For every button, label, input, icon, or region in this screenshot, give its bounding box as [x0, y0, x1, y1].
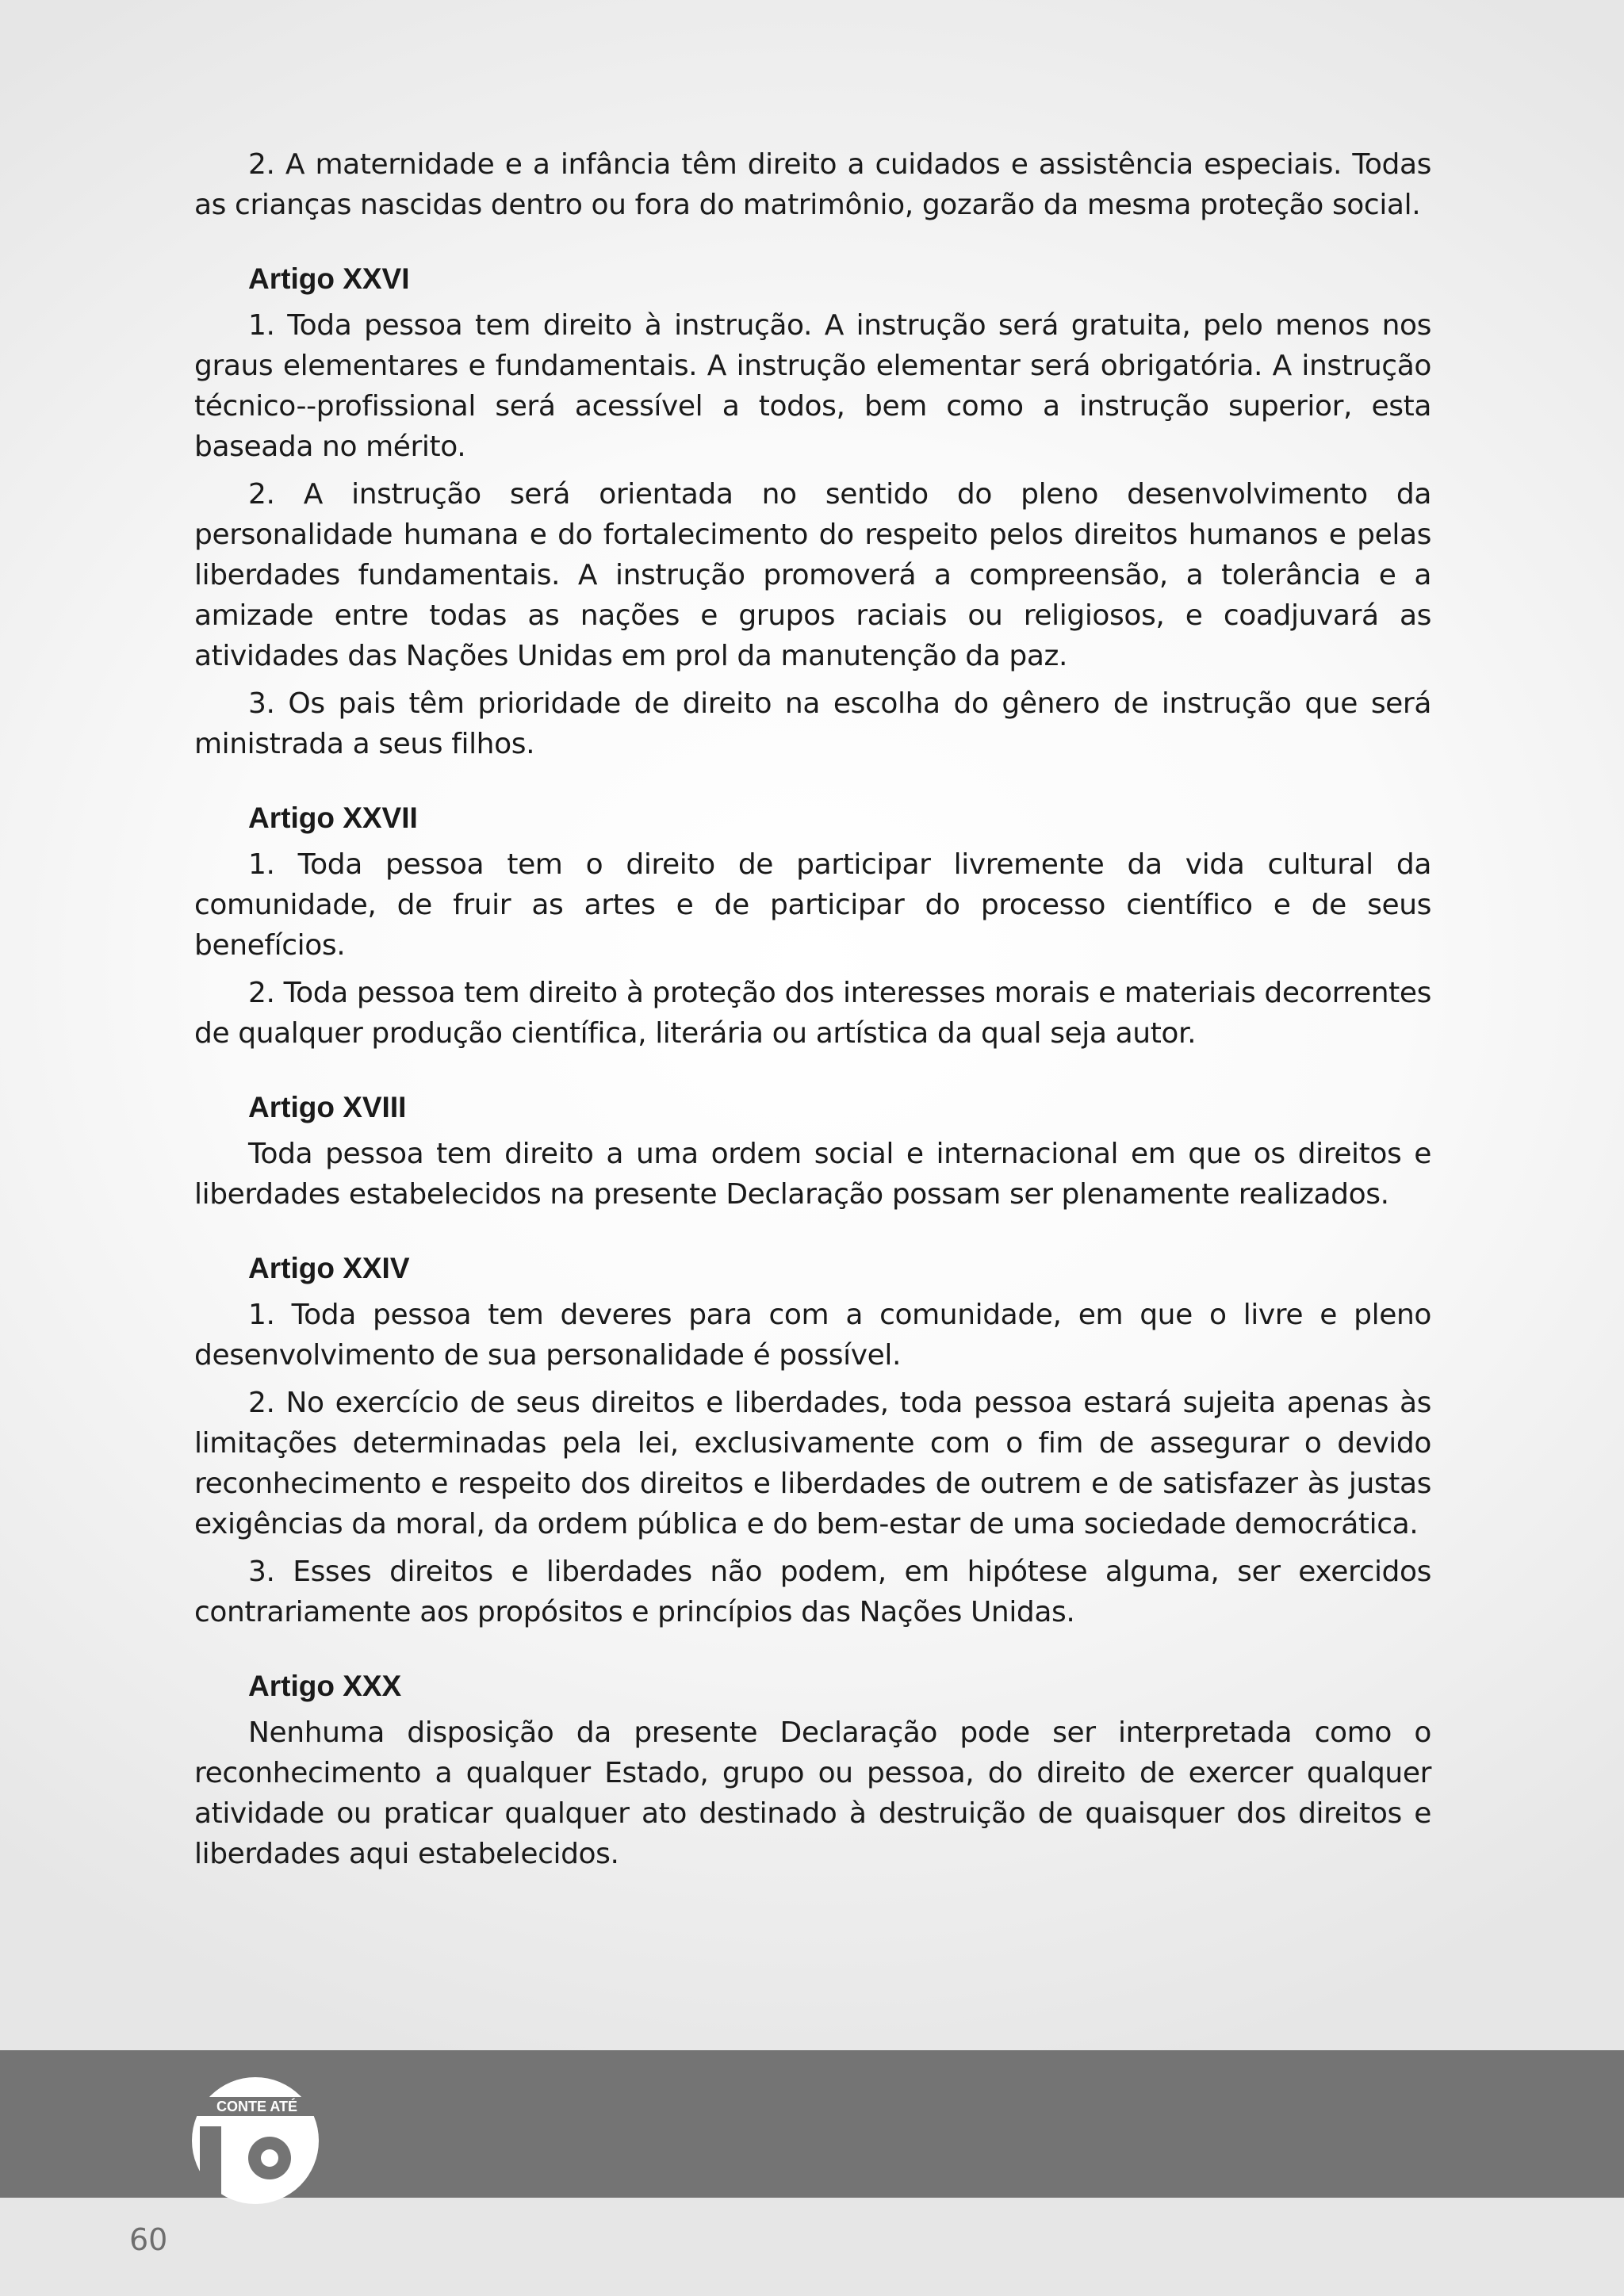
logo-text: CONTE ATÉ: [216, 2099, 297, 2114]
article-heading: Artigo XXX: [248, 1670, 402, 1702]
page-number: 60: [129, 2222, 168, 2257]
paragraph: 1. Toda pessoa tem deveres para com a comunidade, em que o livre e pleno desenvolvimento de sua personalidade é possível.: [194, 1299, 1431, 1372]
article-heading: Artigo XVIII: [248, 1091, 407, 1123]
paragraph: Nenhuma disposição da presente Declaração pode ser interpretada como o reconhecimento a qualquer Estado, grupo ou pessoa, do direito de exercer qualquer atividade ou praticar qualquer ato destinado à destruição de quaisquer dos direitos e liberdades aqui estabelecidos.: [194, 1716, 1431, 1870]
document-body: [194, 144, 1431, 1881]
paragraph: 3. Esses direitos e liberdades não podem, em hipótese alguma, ser exercidos contrariamente aos propósitos e princípios das Nações Unidas.: [194, 1556, 1431, 1628]
conte-ate-10-logo: [190, 2076, 321, 2206]
article-heading: Artigo XXIV: [248, 1252, 410, 1284]
paragraph: 3. Os pais têm prioridade de direito na escolha do gênero de instrução que será ministrada a seus filhos.: [194, 687, 1431, 760]
paragraph: 2. A maternidade e a infância têm direito a cuidados e assistência especiais. Todas as crianças nascidas dentro ou fora do matrimônio, gozarão da mesma proteção social.: [194, 148, 1431, 221]
article-heading: Artigo XXVI: [248, 262, 410, 295]
paragraph: 1. Toda pessoa tem direito à instrução. A instrução será gratuita, pelo menos nos graus elementares e fundamentais. A instrução elementar será obrigatória. A instrução técnico--profissional será acessível a todos, bem como a instrução superior, esta baseada no mérito.: [194, 309, 1431, 463]
paragraph: 2. A instrução será orientada no sentido do pleno desenvolvimento da personalidade humana e do fortalecimento do respeito pelos direitos humanos e pelas liberdades fundamentais. A instrução promoverá a compreensão, a tolerância e a amizade entre todas as nações e grupos raciais ou religiosos, e coadjuvará as atividades das Nações Unidas em prol da manutenção da paz.: [194, 478, 1431, 672]
paragraph: Toda pessoa tem direito a uma ordem social e internacional em que os direitos e liberdades estabelecidos na presente Declaração possam ser plenamente realizados.: [194, 1138, 1431, 1211]
paragraph: 2. Toda pessoa tem direito à proteção dos interesses morais e materiais decorrentes de qualquer produção científica, literária ou artística da qual seja autor.: [194, 977, 1431, 1050]
paragraph: 1. Toda pessoa tem o direito de participar livremente da vida cultural da comunidade, de fruir as artes e de participar do processo científico e de seus benefícios.: [194, 848, 1431, 962]
paragraph: 2. No exercício de seus direitos e liberdades, toda pessoa estará sujeita apenas às limitações determinadas pela lei, exclusivamente com o fim de assegurar o devido reconhecimento e respeito dos direitos e liberdades de outrem e de satisfazer às justas exigências da moral, da ordem pública e do bem-estar de uma sociedade democrática.: [194, 1387, 1431, 1540]
article-heading: Artigo XXVII: [248, 802, 418, 834]
